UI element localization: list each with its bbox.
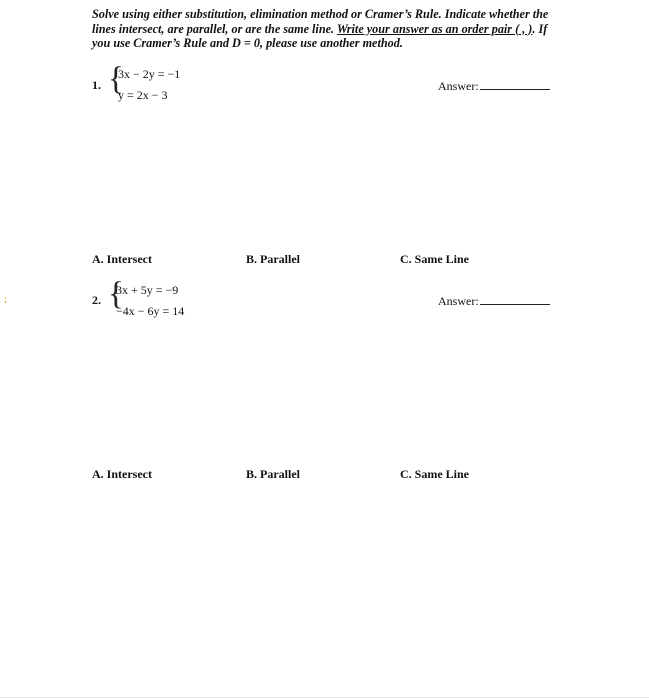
problem-1-answer-label: Answer: bbox=[438, 79, 479, 93]
problem-1-number: 1. bbox=[92, 78, 101, 92]
problem-2-answer bbox=[438, 293, 550, 309]
page-bottom-divider bbox=[0, 697, 649, 698]
problem-1-option-a: A. Intersect bbox=[92, 252, 152, 266]
problem-1-brace: { bbox=[108, 61, 124, 97]
problem-1-answer-blank[interactable] bbox=[480, 78, 550, 90]
problem-1-equation-2: y = 2x − 3 bbox=[118, 88, 168, 102]
problem-2-option-c: C. Same Line bbox=[400, 467, 469, 481]
problem-2-equation-1: 3x + 5y = −9 bbox=[116, 283, 179, 297]
problem-1-equation-1: 3x − 2y = −1 bbox=[118, 67, 181, 81]
instructions-underlined: Write your answer as an order pair ( , ) bbox=[336, 21, 533, 36]
instructions-text-2: . If you use Cramer’s Rule and D = 0, please use another method. bbox=[92, 21, 548, 50]
problem-2-number: 2. bbox=[92, 293, 101, 307]
problem-2-equation-2: −4x − 6y = 14 bbox=[116, 304, 185, 318]
problem-1-option-c: C. Same Line bbox=[400, 252, 469, 266]
side-mark: ; bbox=[4, 293, 8, 305]
problem-2-option-a: A. Intersect bbox=[92, 467, 152, 481]
problem-1-answer bbox=[438, 78, 550, 94]
problem-2-brace: { bbox=[108, 276, 124, 312]
instructions bbox=[92, 7, 562, 51]
problem-2-answer-blank[interactable] bbox=[480, 293, 550, 305]
problem-2-option-b: B. Parallel bbox=[246, 467, 300, 481]
instructions-text: Solve using either substitution, elimination method or Cramer’s Rule. Indicate whether the lines intersect, are parallel, or are the same line. bbox=[92, 7, 549, 36]
problem-1-option-b: B. Parallel bbox=[246, 252, 300, 266]
problem-2-answer-label: Answer: bbox=[438, 294, 479, 308]
